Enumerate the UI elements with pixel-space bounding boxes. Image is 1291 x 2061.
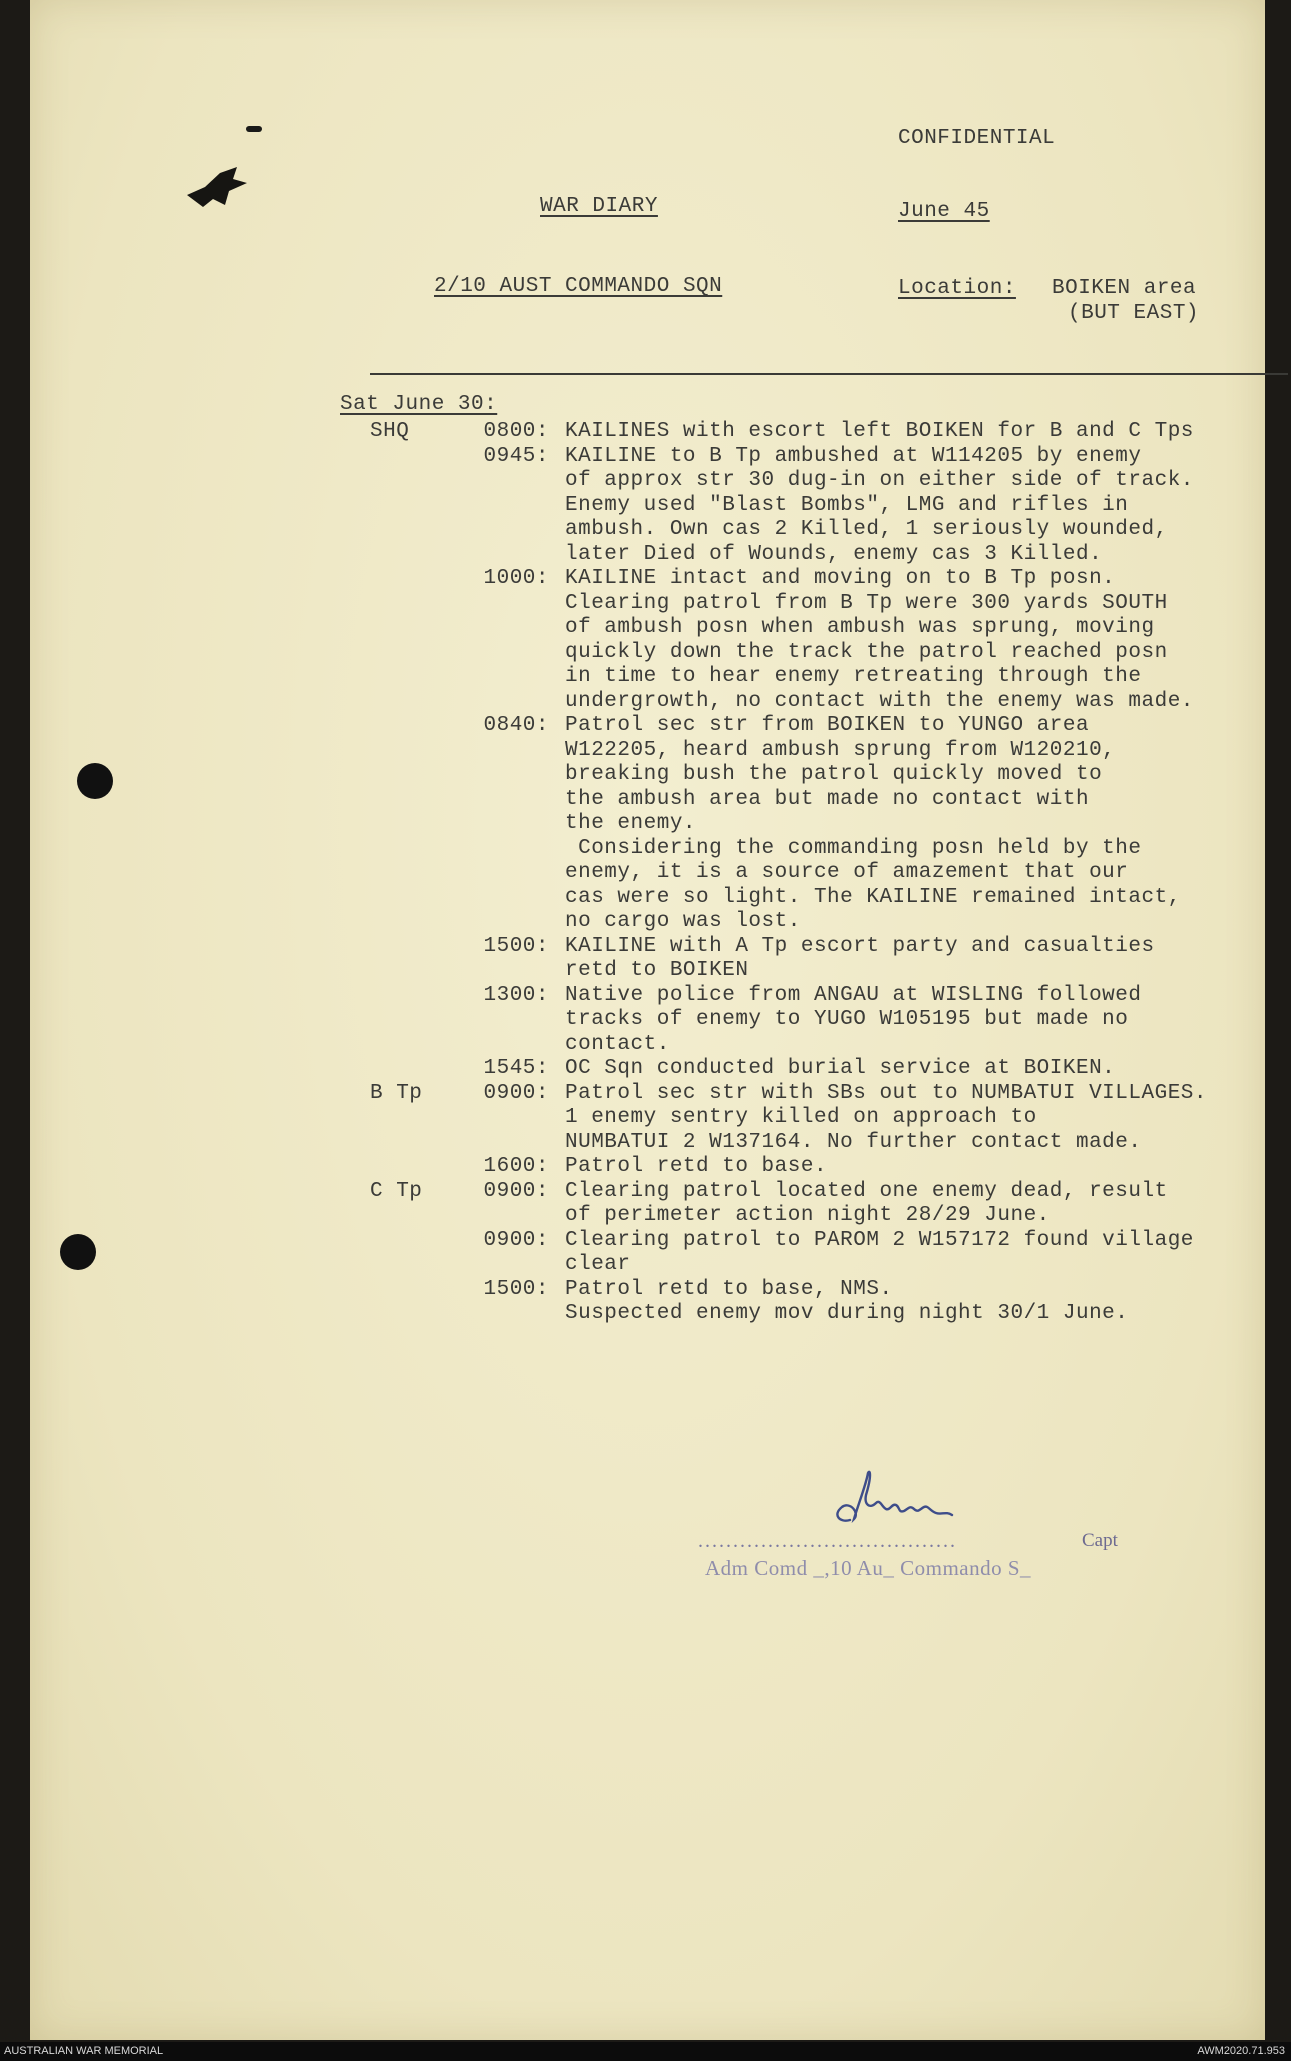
entry-time: 0900: [483, 1179, 549, 1203]
entry-text-line: the enemy. [565, 812, 697, 835]
entry-time: 0900: [483, 1081, 549, 1105]
entry-text-line: tracks of enemy to YUGO W105195 but made no [565, 1008, 1129, 1031]
entry-text-line: cas were so light. The KAILINE remained intact, [565, 885, 1181, 909]
entry-text-line: enemy, it is a source of amazement that our [565, 861, 1129, 884]
entry-text-line: OC Sqn conducted burial service at BOIKEN. [565, 1057, 1116, 1080]
entry-text-line: retd to BOIKEN [565, 959, 749, 982]
entry-text-line: Patrol sec str with SBs out to NUMBATUI VILLAGES. [565, 1081, 1208, 1105]
entry-text-line: in time to hear enemy retreating through the [565, 665, 1142, 688]
entry-time: 1500: [483, 1277, 549, 1301]
unit-name: 2/10 AUST COMMANDO SQN [434, 275, 723, 298]
entry-text-line: Considering the commanding posn held by the [565, 836, 1142, 860]
entry-text-line: KAILINE to B Tp ambushed at W114205 by enemy [565, 444, 1142, 468]
entry-troop: C Tp [370, 1179, 423, 1203]
entry-text-line: KAILINE intact and moving on to B Tp posn. [565, 567, 1116, 590]
entry-text-line: W122205, heard ambush sprung from W120210, [565, 738, 1116, 762]
entry-text-line: of ambush posn when ambush was sprung, moving [565, 616, 1155, 639]
entry-text-line: later Died of Wounds, enemy cas 3 Killed. [565, 542, 1103, 566]
header-divider [370, 373, 1288, 375]
entry-text-line: Suspected enemy mov during night 30/1 June. [565, 1302, 1129, 1325]
entry-time: 1600: [483, 1155, 549, 1178]
entry-text-line: Enemy used "Blast Bombs", LMG and rifles in [565, 493, 1129, 517]
location-label: Location: [898, 277, 1016, 300]
punch-hole-bottom [60, 1234, 96, 1270]
entry-text-line: KAILINES with escort left BOIKEN for B and C Tps [565, 420, 1194, 443]
entry-text-line: quickly down the track the patrol reached posn [565, 640, 1168, 664]
entry-troop: B Tp [370, 1081, 423, 1105]
archive-name: AUSTRALIAN WAR MEMORIAL [4, 2045, 164, 2057]
signature-line: ..................................... [698, 1530, 957, 1552]
entry-text-line: no cargo was lost. [565, 910, 801, 933]
period-label: June 45 [898, 200, 990, 223]
entry-time: 1500: [483, 934, 549, 958]
entry-time: 1300: [483, 983, 549, 1007]
punch-hole-top [77, 763, 113, 799]
entry-text-line: Patrol retd to base, NMS. [565, 1277, 893, 1301]
entry-text-line: Patrol retd to base. [565, 1155, 828, 1178]
entry-text-line: contact. [565, 1032, 670, 1056]
entry-text-line: Clearing patrol located one enemy dead, result [565, 1179, 1168, 1203]
archive-footer [0, 2042, 1291, 2061]
entry-text-line: undergrowth, no contact with the enemy was made. [565, 689, 1194, 713]
entry-text-line: 1 enemy sentry killed on approach to [565, 1106, 1037, 1129]
torn-mark-icon [185, 165, 265, 215]
entry-text-line: Clearing patrol to PAROM 2 W157172 found village [565, 1228, 1194, 1252]
entry-time: 0840: [483, 714, 549, 737]
entry-text-line: Native police from ANGAU at WISLING followed [565, 983, 1142, 1007]
diary-page [30, 0, 1265, 2040]
entry-text-line: Patrol sec str from BOIKEN to YUNGO area [565, 714, 1090, 737]
unit-stamp: Adm Comd _,10 Au_ Commando S_ [705, 1556, 1032, 1580]
entry-text-line: of perimeter action night 28/29 June. [565, 1204, 1050, 1227]
date-heading: Sat June 30: [340, 393, 498, 416]
entry-text-line: the ambush area but made no contact with [565, 787, 1090, 811]
entry-time: 1545: [483, 1057, 549, 1080]
entry-text-line: breaking bush the patrol quickly moved to [565, 763, 1103, 786]
document-title: WAR DIARY [540, 195, 658, 218]
paper-mark [246, 126, 262, 132]
entry-text-line: KAILINE with A Tp escort party and casualties [565, 934, 1155, 958]
handwritten-signature [820, 1465, 970, 1535]
location-sub: (BUT EAST) [1068, 302, 1200, 325]
entry-time: 1000: [483, 567, 549, 590]
archive-reference: AWM2020.71.953 [1197, 2045, 1285, 2057]
entry-troop: SHQ [370, 420, 410, 443]
location-value: BOIKEN area [1052, 277, 1197, 300]
entry-text-line: Clearing patrol from B Tp were 300 yards SOUTH [565, 591, 1168, 615]
entry-text-line: clear [565, 1253, 631, 1276]
classification-label: CONFIDENTIAL [898, 127, 1056, 150]
entry-text-line: ambush. Own cas 2 Killed, 1 seriously wounded, [565, 518, 1168, 541]
signature-rank: Capt [1082, 1530, 1118, 1551]
entry-text-line: of approx str 30 dug-in on either side of track. [565, 469, 1194, 492]
entry-text-line: NUMBATUI 2 W137164. No further contact made. [565, 1130, 1142, 1154]
entry-time: 0800: [483, 420, 549, 443]
entry-time: 0900: [483, 1228, 549, 1252]
entry-time: 0945: [483, 444, 549, 468]
